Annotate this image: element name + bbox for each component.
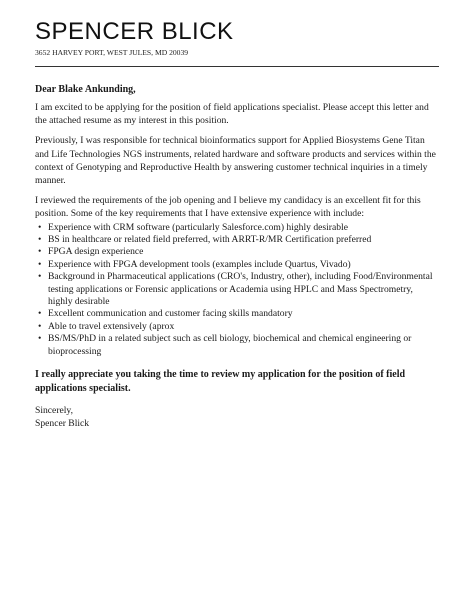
list-item: [35, 246, 439, 258]
paragraph-requirements-intro: I reviewed the requirements of the job opening and I believe my candidacy is an excellent fit for this position. Some of the key requirements that I have extensive experience with include:: [35, 195, 421, 220]
signature-name: Spencer Blick: [35, 417, 90, 429]
requirement-text: Able to travel extensively (aprox: [48, 320, 175, 332]
requirement-text: FPGA design experience: [48, 246, 144, 258]
requirements-list: [35, 222, 439, 358]
paragraph-intro: I am excited to be applying for the position of field applications specialist. Please accept this letter and the attached resume as my interest in this position.: [35, 102, 429, 127]
list-item: [35, 234, 439, 246]
bullet-icon: •: [38, 271, 42, 283]
list-item: [35, 321, 439, 333]
requirement-text: Background in Pharmaceutical applications (CRO's, Industry, other), including Food/Environmental testing applications or Forensic applications or Academia using HPLC and Mass Spectrometry, highly desirable: [48, 271, 433, 308]
signoff-block: [35, 404, 439, 430]
bullet-icon: •: [38, 320, 42, 332]
requirement-text: Experience with CRM software (particularly Salesforce.com) highly desirable: [48, 221, 348, 233]
requirement-text: Experience with FPGA development tools (examples include Quartus, Vivado): [48, 258, 351, 270]
bullet-icon: •: [38, 333, 42, 345]
list-item: [35, 333, 439, 358]
list-item: [35, 308, 439, 320]
closing-statement: I really appreciate you taking the time to review my application for the position of field applications specialist.: [35, 369, 406, 394]
bullet-icon: •: [38, 246, 42, 258]
salutation: Dear Blake Ankunding,: [35, 84, 136, 95]
bullet-icon: •: [38, 221, 42, 233]
cover-letter-page: [35, 0, 439, 430]
list-item: [35, 222, 439, 234]
bullet-icon: •: [38, 258, 42, 270]
signoff: Sincerely,: [35, 404, 74, 416]
list-item: [35, 271, 439, 308]
applicant-address: 3652 HARVEY PORT, WEST JULES, MD 20039: [35, 48, 189, 57]
bullet-icon: •: [38, 308, 42, 320]
applicant-name: SPENCER BLICK: [35, 18, 234, 45]
requirement-text: Excellent communication and customer facing skills mandatory: [48, 308, 293, 320]
requirement-text: BS/MS/PhD in a related subject such as cell biology, biochemical and chemical engineering or bioprocessing: [48, 333, 412, 357]
list-item: [35, 259, 439, 271]
header-divider: [35, 66, 439, 67]
bullet-icon: •: [38, 234, 42, 246]
requirement-text: BS in healthcare or related field preferred, with ARRT-R/MR Certification preferred: [48, 234, 372, 246]
paragraph-experience: Previously, I was responsible for technical bioinformatics support for Applied Biosystems Gene Titan and Life Technologies NGS instruments, related hardware and software products and services within the context of Genotyping and Reproductive Health by answering customer technical inquiries in a timely manner.: [35, 135, 436, 187]
